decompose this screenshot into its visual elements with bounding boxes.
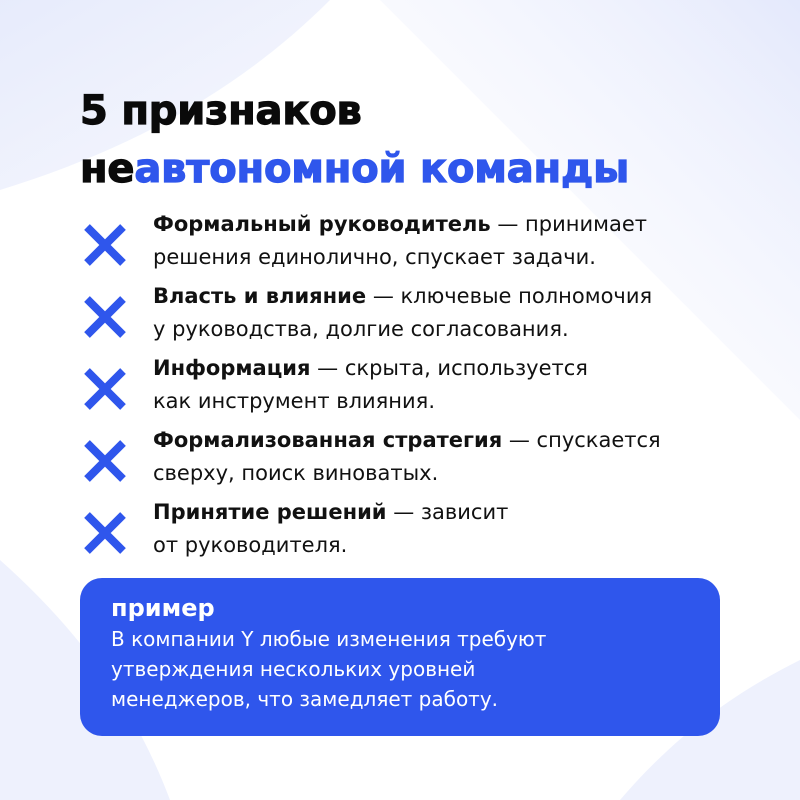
item-bold: Формализованная стратегия bbox=[153, 428, 503, 452]
list-item-text bbox=[153, 352, 793, 418]
example-body bbox=[111, 624, 690, 714]
item-line2: как инструмент влияния. bbox=[153, 389, 435, 413]
item-bold: Принятие решений bbox=[153, 500, 387, 524]
list-item bbox=[80, 352, 780, 424]
cross-icon bbox=[80, 508, 130, 558]
example-line-3: менеджеров, что замедляет работу. bbox=[111, 687, 499, 711]
page-title bbox=[80, 82, 629, 198]
cross-icon bbox=[80, 364, 130, 414]
list-item-text bbox=[153, 496, 793, 562]
item-line2: у руководства, долгие согласования. bbox=[153, 317, 569, 341]
cross-icon bbox=[80, 220, 130, 270]
item-line2: сверху, поиск виноватых. bbox=[153, 461, 439, 485]
item-rest: — зависит bbox=[386, 500, 509, 524]
item-bold: Формальный руководитель bbox=[153, 212, 491, 236]
list-item-text bbox=[153, 280, 793, 346]
list-item bbox=[80, 496, 780, 568]
example-line-1: В компании Y любые изменения требуют bbox=[111, 627, 547, 651]
item-rest: — ключевые полномочия bbox=[366, 284, 653, 308]
example-title: пример bbox=[111, 594, 215, 622]
list-item bbox=[80, 424, 780, 496]
item-line2: от руководителя. bbox=[153, 533, 348, 557]
title-accent: автономной команды bbox=[134, 146, 630, 192]
cross-icon bbox=[80, 292, 130, 342]
signs-list bbox=[80, 208, 780, 568]
item-bold: Власть и влияние bbox=[153, 284, 367, 308]
list-item bbox=[80, 208, 780, 280]
list-item-text bbox=[153, 424, 793, 490]
item-rest: — спускается bbox=[502, 428, 661, 452]
list-item-text bbox=[153, 208, 793, 274]
title-line-1: 5 признаков bbox=[80, 88, 362, 134]
item-rest: — принимает bbox=[490, 212, 647, 236]
cross-icon bbox=[80, 436, 130, 486]
list-item bbox=[80, 280, 780, 352]
item-bold: Информация bbox=[153, 356, 311, 380]
example-line-2: утверждения нескольких уровней bbox=[111, 657, 476, 681]
example-card bbox=[80, 578, 720, 736]
item-rest: — скрыта, используется bbox=[310, 356, 588, 380]
title-line-2 bbox=[80, 140, 629, 198]
item-line2: решения единолично, спускает задачи. bbox=[153, 245, 596, 269]
title-prefix: не bbox=[80, 146, 135, 192]
